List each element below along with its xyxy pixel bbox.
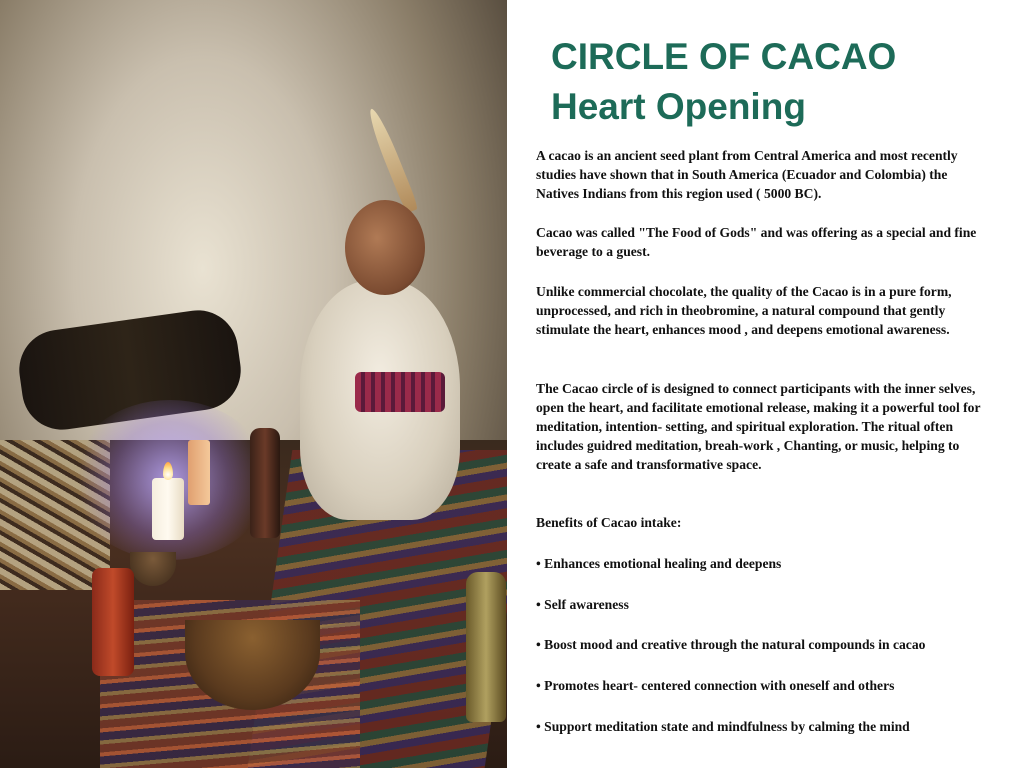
paragraph-origin: A cacao is an ancient seed plant from Central America and most recently studies have shown that in South America (Ecuador and Colombia) the Natives Indians from this region used ( 5000 BC).	[536, 148, 958, 201]
benefit-item: • Boost mood and creative through the natural compounds in cacao	[536, 637, 926, 652]
title-line-1: CIRCLE OF CACAO	[551, 36, 897, 77]
woven-sash	[355, 372, 445, 412]
benefit-item: • Enhances emotional healing and deepens	[536, 556, 782, 571]
glass-bottle	[466, 572, 506, 722]
candle-flame	[163, 462, 173, 480]
ceremony-photo	[0, 0, 507, 768]
bottle	[250, 428, 280, 538]
candle-small	[188, 440, 210, 505]
benefit-item: • Self awareness	[536, 597, 629, 612]
paragraph-circle: The Cacao circle of is designed to connect participants with the inner selves, open the heart, and facilitate emotional release, making it a powerful tool for meditation, intention- setting, and spiritual exploration. The ritual often includes guidred meditation, breah-work , Chanting, or music, helping to create a safe and transformative space.	[536, 381, 981, 472]
text-panel	[507, 0, 1024, 768]
benefits-heading: Benefits of Cacao intake:	[536, 515, 682, 530]
page-title	[551, 32, 896, 132]
facilitator-head	[345, 200, 425, 295]
benefit-item: • Promotes heart- centered connection with oneself and others	[536, 678, 895, 693]
feather	[365, 106, 419, 213]
red-jar	[92, 568, 134, 676]
paragraph-food-of-gods: Cacao was called "The Food of Gods" and was offering as a special and fine beverage to a guest.	[536, 225, 977, 259]
benefit-item: • Support meditation state and mindfulness by calming the mind	[536, 719, 910, 734]
title-line-2: Heart Opening	[551, 86, 806, 127]
paragraph-quality: Unlike commercial chocolate, the quality of the Cacao is in a pure form, unprocessed, and rich in theobromine, a natural compound that gently stimulate the heart, enhances mood , and deepens emotional awareness.	[536, 284, 952, 337]
candle	[152, 478, 184, 540]
